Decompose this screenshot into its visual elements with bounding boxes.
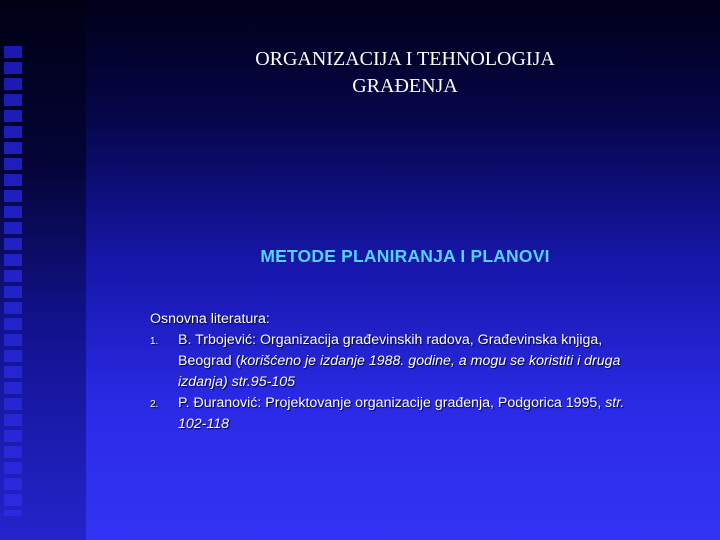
list-item (150, 393, 630, 435)
literature-block (150, 309, 630, 435)
list-item (150, 330, 630, 393)
list-item-italic-text: korišćeno je izdanje 1988. godine, a mogu se koristiti i druga izdanja) str.95-105 (178, 353, 621, 390)
list-number: 2. (150, 399, 159, 410)
literature-heading: Osnovna literatura: (150, 311, 270, 327)
title-line-1: ORGANIZACIJA I TEHNOLOGIJA (255, 48, 555, 70)
literature-list (150, 330, 630, 435)
title-line-2: GRAĐENJA (352, 75, 458, 97)
list-number: 1. (150, 336, 159, 347)
list-item-italic-text: str. 102-118 (178, 395, 625, 432)
list-item-text: P. Đuranović: Projektovanje organizacije građenja, Podgorica 1995, (178, 395, 606, 411)
slide-subtitle: METODE PLANIRANJA I PLANOVI (260, 246, 550, 266)
decorative-square-column (4, 46, 22, 516)
slide-title (140, 46, 670, 100)
list-item-text: B. Trbojević: Organizacija građevinskih radova, Građevinska knjiga, Beograd ( (178, 332, 603, 369)
